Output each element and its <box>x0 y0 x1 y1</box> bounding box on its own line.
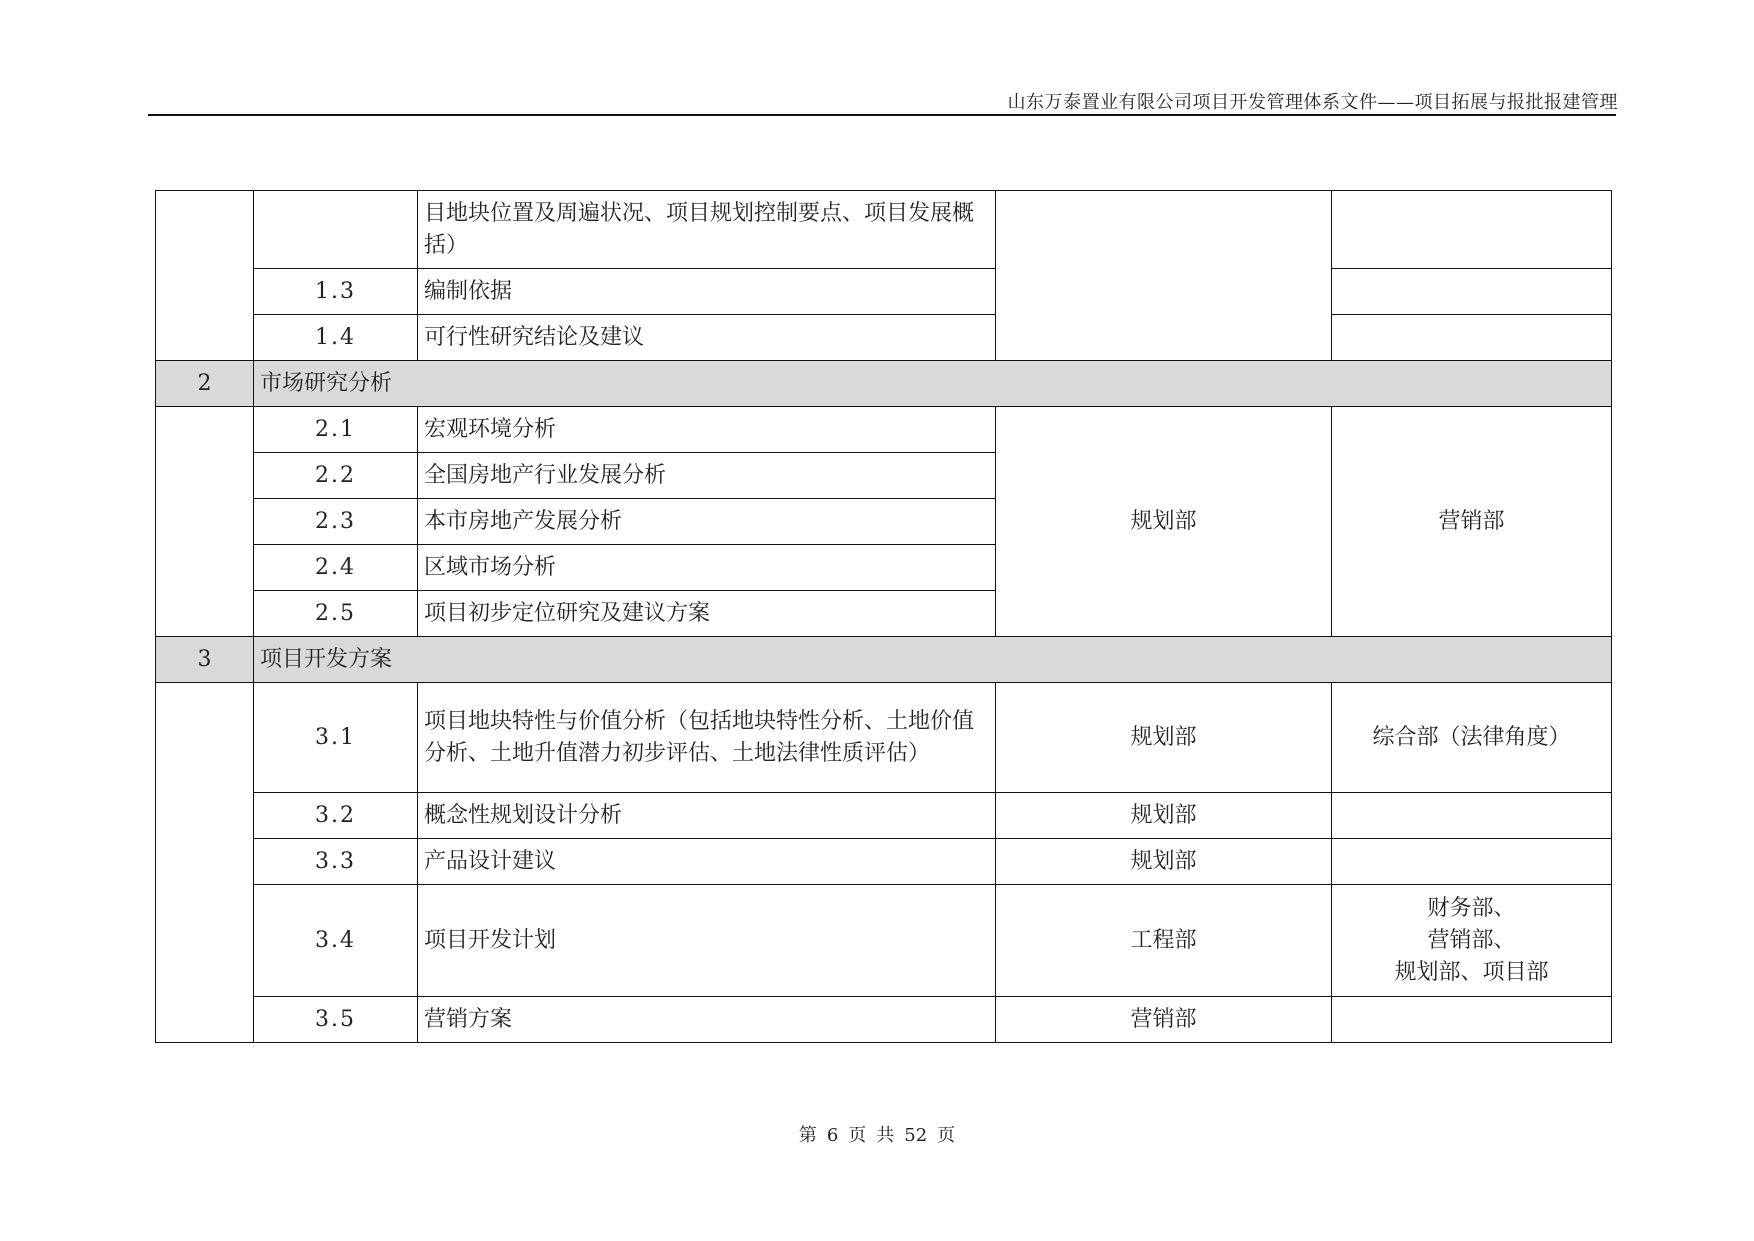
header-divider <box>148 114 1616 116</box>
responsible-dept-cell: 规划部 <box>996 793 1332 839</box>
sub-number-cell: 2.4 <box>254 545 418 591</box>
page-number: 6 <box>826 1125 839 1146</box>
sub-number-cell: 3.1 <box>254 683 418 793</box>
item-cell: 营销方案 <box>418 997 996 1043</box>
item-cell: 宏观环境分析 <box>418 407 996 453</box>
table-row <box>156 997 1612 1043</box>
sub-number-cell: 3.2 <box>254 793 418 839</box>
assist-dept-cell <box>1332 269 1612 315</box>
assist-dept-cell <box>1332 885 1612 997</box>
item-cell: 可行性研究结论及建议 <box>418 315 996 361</box>
responsible-dept-cell: 规划部 <box>996 407 1332 637</box>
sub-number-cell <box>254 191 418 269</box>
section-number: 2 <box>156 361 254 407</box>
assist-dept-cell <box>1332 315 1612 361</box>
item-cell: 本市房地产发展分析 <box>418 499 996 545</box>
table-row <box>156 191 1612 269</box>
footer-word: 页 <box>937 1125 956 1146</box>
sub-number-cell: 3.4 <box>254 885 418 997</box>
section-title: 市场研究分析 <box>254 361 1612 407</box>
item-cell: 项目开发计划 <box>418 885 996 997</box>
responsible-dept-cell: 工程部 <box>996 885 1332 997</box>
assist-dept-line: 规划部、项目部 <box>1394 959 1549 985</box>
sub-number-cell: 3.5 <box>254 997 418 1043</box>
item-cell: 项目初步定位研究及建议方案 <box>418 591 996 637</box>
footer-word: 页 <box>848 1125 867 1146</box>
responsible-dept-cell <box>996 191 1332 361</box>
assist-dept-cell <box>1332 839 1612 885</box>
section-number: 3 <box>156 637 254 683</box>
table-row <box>156 315 1612 361</box>
section-title: 项目开发方案 <box>254 637 1612 683</box>
item-cell: 目地块位置及周遍状况、项目规划控制要点、项目发展概括） <box>418 191 996 269</box>
item-cell: 概念性规划设计分析 <box>418 793 996 839</box>
page-footer <box>0 1121 1754 1147</box>
table-row <box>156 793 1612 839</box>
table-row <box>156 407 1612 453</box>
assist-dept-cell: 综合部（法律角度） <box>1332 683 1612 793</box>
sub-number-cell: 2.3 <box>254 499 418 545</box>
table-row <box>156 269 1612 315</box>
section-header-row <box>156 361 1612 407</box>
table-row <box>156 839 1612 885</box>
footer-word: 共 <box>876 1125 895 1146</box>
sub-number-cell: 1.3 <box>254 269 418 315</box>
assist-dept-cell <box>1332 191 1612 269</box>
assist-dept-cell <box>1332 793 1612 839</box>
item-cell: 区域市场分析 <box>418 545 996 591</box>
responsible-dept-cell: 规划部 <box>996 683 1332 793</box>
page-total: 52 <box>904 1125 928 1146</box>
item-cell: 项目地块特性与价值分析（包括地块特性分析、土地价值分析、土地升值潜力初步评估、土地法律性质评估） <box>418 683 996 793</box>
sub-number-cell: 2.5 <box>254 591 418 637</box>
assist-dept-cell <box>1332 997 1612 1043</box>
assist-dept-cell: 营销部 <box>1332 407 1612 637</box>
item-cell: 产品设计建议 <box>418 839 996 885</box>
sub-number-cell: 2.2 <box>254 453 418 499</box>
item-cell: 编制依据 <box>418 269 996 315</box>
table-row <box>156 885 1612 997</box>
assist-dept-line: 营销部、 <box>1427 927 1516 953</box>
responsible-dept-cell: 规划部 <box>996 839 1332 885</box>
assist-dept-line: 财务部、 <box>1427 895 1516 921</box>
sub-number-cell: 3.3 <box>254 839 418 885</box>
sub-number-cell: 1.4 <box>254 315 418 361</box>
work-breakdown-table <box>155 190 1612 1043</box>
table-row <box>156 683 1612 793</box>
document-header-title: 山东万泰置业有限公司项目开发管理体系文件——项目拓展与报批报建管理 <box>1007 92 1618 113</box>
section-header-row <box>156 637 1612 683</box>
section-number-cell <box>156 191 254 361</box>
item-cell: 全国房地产行业发展分析 <box>418 453 996 499</box>
footer-word: 第 <box>798 1125 817 1146</box>
sub-number-cell: 2.1 <box>254 407 418 453</box>
responsible-dept-cell: 营销部 <box>996 997 1332 1043</box>
section-number-cell <box>156 407 254 637</box>
section-number-cell <box>156 683 254 1043</box>
